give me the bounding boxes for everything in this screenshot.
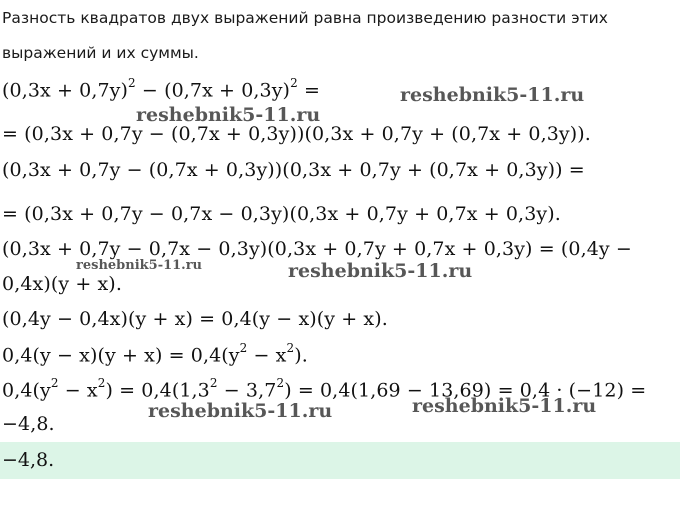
math-line-6: 0,4x)(y + x). [2, 273, 122, 295]
math-line-5: (0,3x + 0,7y − 0,7x − 0,3y)(0,3x + 0,7y + 0,7x + 0,3y) = (0,4y − [2, 238, 632, 260]
math-line-4: = (0,3x + 0,7y − 0,7x − 0,3y)(0,3x + 0,7y + 0,7x + 0,3y). [2, 203, 561, 225]
watermark-2: reshebnik5-11.ru [136, 104, 321, 126]
watermark-6: reshebnik5-11.ru [412, 395, 597, 417]
watermark-4: reshebnik5-11.ru [288, 260, 473, 282]
intro-line-1: Разность квадратов двух выражений равна произведению разности этих [2, 9, 608, 27]
watermark-5: reshebnik5-11.ru [148, 400, 333, 422]
intro-line-2: выражений и их суммы. [2, 44, 199, 62]
math-line-10: −4,8. [2, 413, 55, 435]
math-line-3: (0,3x + 0,7y − (0,7x + 0,3y))(0,3x + 0,7y + (0,7x + 0,3y)) = [2, 159, 585, 181]
answer-text: −4,8. [2, 449, 55, 471]
math-line-1: $(0,3x + 0,7y)^2 - (0,7x + 0,3y)^2$ = [2, 76, 320, 102]
answer-box [0, 442, 680, 479]
math-line-9: $0,4(y^2 - x^2) = 0,4(1,3^2 - 3,7^2) = 0,4(1,69 - 13,69) = 0,4 \cdot (-12)$ = [2, 376, 647, 402]
math-line-2: = (0,3x + 0,7y − (0,7x + 0,3y))(0,3x + 0,7y + (0,7x + 0,3y)). [2, 123, 591, 145]
math-line-7: (0,4y − 0,4x)(y + x) = 0,4(y − x)(y + x). [2, 308, 388, 330]
watermark-3: reshebnik5-11.ru [76, 258, 203, 273]
math-line-8: $0,4(y - x)(y + x) = 0,4(y^2 - x^2)$. [2, 341, 308, 367]
watermark-1: reshebnik5-11.ru [400, 84, 585, 106]
